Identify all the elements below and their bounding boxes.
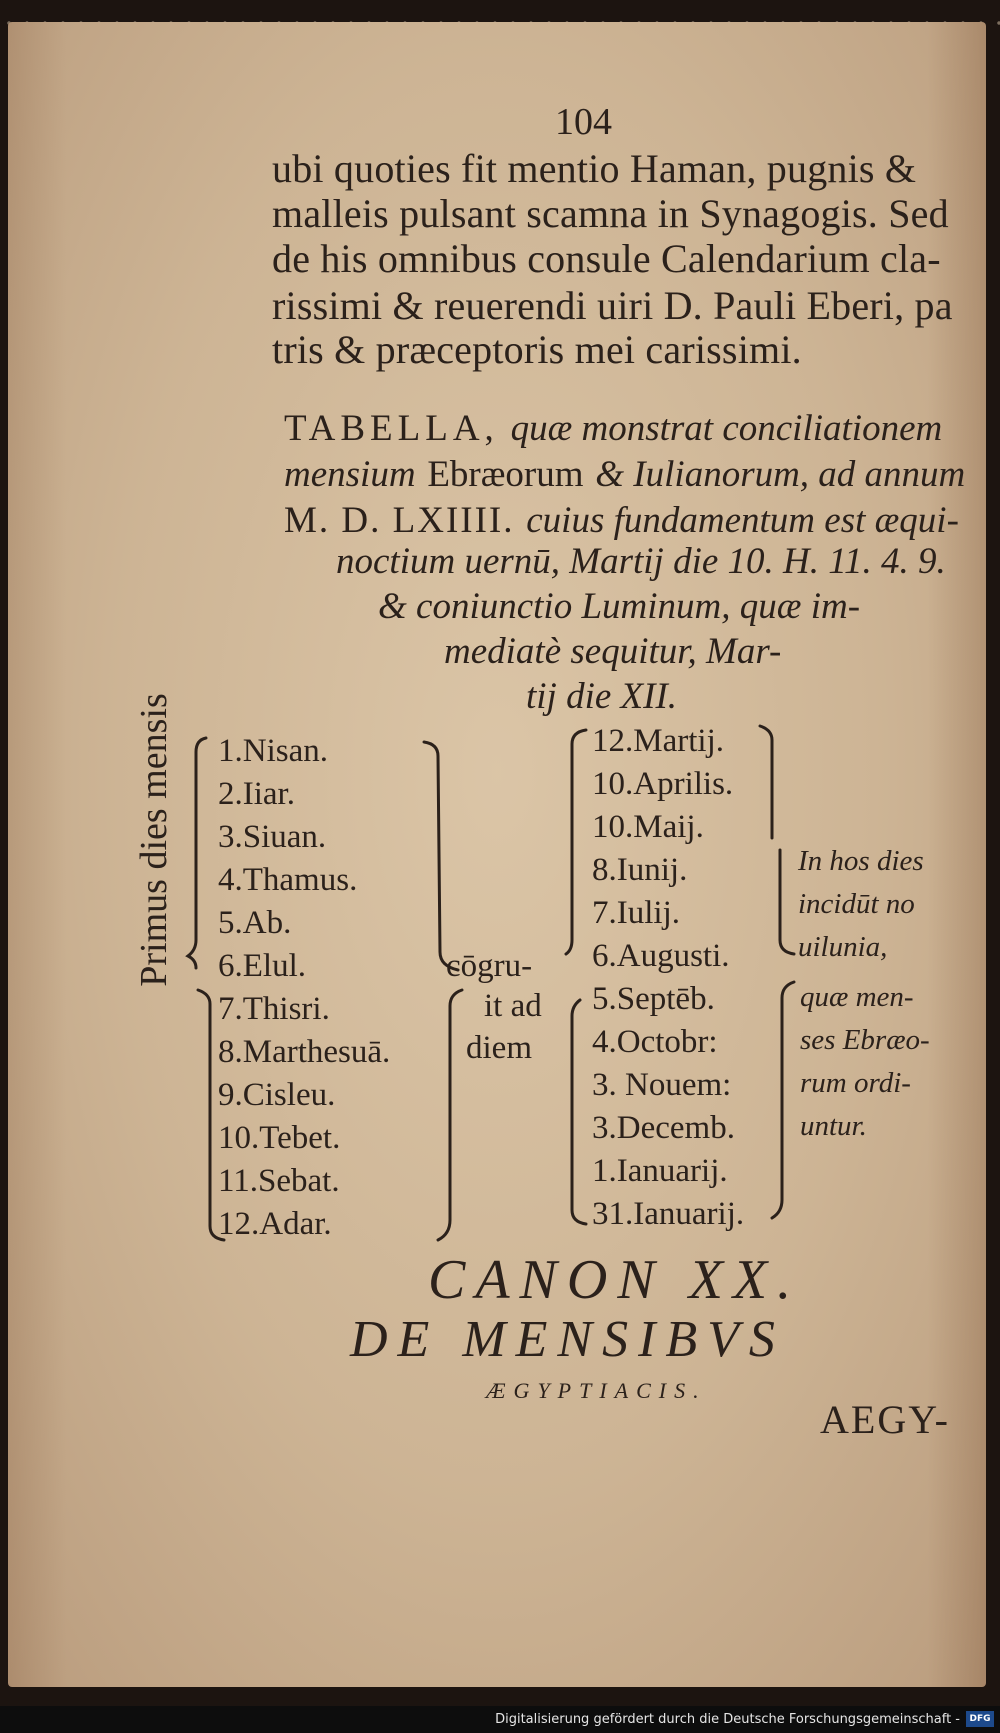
brace-congruit	[438, 990, 462, 1240]
body-line-4: rissimi & reuerendi uiri D. Pauli Eberi, pa	[272, 283, 953, 328]
note-line: incidūt no	[798, 888, 915, 920]
list-item: 7.Thisri.	[218, 991, 330, 1027]
footer-bar	[0, 1706, 1000, 1733]
brace-left-upper	[188, 738, 206, 968]
list-item: 6.Elul.	[218, 948, 306, 984]
body-line-5: tris & præceptoris mei carissimi.	[272, 327, 802, 372]
note-line: quæ men-	[800, 981, 914, 1013]
list-item: 10.Aprilis.	[592, 766, 734, 802]
canon-subtitle-2: ÆGYPTIACIS.	[486, 1378, 707, 1403]
list-item: 2.Iiar.	[218, 776, 295, 812]
side-label-primus-dies: Primus dies mensis	[133, 693, 175, 987]
list-item: 31.Ianuarij.	[592, 1196, 745, 1232]
table-heading-line-2: mensium Ebræorum & Iulianorum, ad annum	[284, 454, 966, 495]
list-item: 5.Ab.	[218, 905, 292, 941]
note-line: rum ordi-	[800, 1067, 911, 1099]
brace-note-upper	[780, 850, 794, 954]
list-item: 11.Sebat.	[218, 1163, 340, 1199]
table-heading-line-4: noctium uernū, Martij die 10. H. 11. 4. 9.	[336, 541, 946, 582]
brace-note-lower	[782, 982, 794, 1140]
list-item: 10.Tebet.	[218, 1120, 341, 1156]
canon-subtitle: DE MENSIBVS	[350, 1311, 785, 1368]
table-heading-line-3: M. D. LXIIII. cuius fundamentum est æqui-	[284, 500, 959, 541]
list-item: 12.Adar.	[218, 1206, 332, 1242]
page-number: 104	[555, 101, 612, 143]
body-line-2: malleis pulsant scamna in Synagogis. Sed	[272, 191, 949, 236]
list-item: 5.Septēb.	[592, 981, 715, 1017]
note-line: untur.	[800, 1110, 867, 1142]
list-item: 4.Octobr:	[592, 1024, 718, 1060]
table-heading-line-6: mediatè sequitur, Mar-	[444, 631, 782, 672]
table-heading-line-1: TABELLA, quæ monstrat conciliationem	[284, 408, 943, 449]
congruit-line-3: diem	[466, 1030, 532, 1066]
table-heading-line-5: & coniunctio Luminum, quæ im-	[378, 586, 861, 627]
note-line: uilunia,	[798, 931, 888, 963]
list-item: 1.Nisan.	[218, 733, 328, 769]
brace-julian-upper-left	[566, 730, 586, 954]
list-item: 3. Nouem:	[592, 1067, 732, 1103]
brace-middle-long	[424, 742, 458, 970]
body-line-3: de his omnibus consule Calendarium cla-	[272, 236, 941, 281]
dfg-logo: DFG	[966, 1711, 994, 1727]
list-item: 1.Ianuarij.	[592, 1153, 728, 1189]
list-item: 3.Decemb.	[592, 1110, 735, 1146]
brace-left-lower	[198, 990, 224, 1240]
catchword: AEGY-	[820, 1397, 950, 1442]
canon-title: CANON XX.	[428, 1249, 802, 1311]
brace-julian-upper-right	[760, 726, 772, 838]
list-item: 8.Iunij.	[592, 852, 688, 888]
table-heading-line-7: tij die XII.	[526, 676, 678, 717]
congruit-line-1: cōgru-	[446, 948, 533, 984]
note-line: In hos dies	[798, 845, 924, 877]
congruit-line-2: it ad	[484, 988, 542, 1024]
list-item: 3.Siuan.	[218, 819, 327, 855]
list-item: 6.Augusti.	[592, 938, 730, 974]
brace-julian-lower-left	[572, 1000, 586, 1224]
footer-text: Digitalisierung gefördert durch die Deutsche Forschungsgemeinschaft -	[495, 1712, 960, 1727]
list-item: 10.Maij.	[592, 809, 704, 845]
list-item: 12.Martij.	[592, 723, 724, 759]
list-item: 9.Cisleu.	[218, 1077, 336, 1113]
list-item: 4.Thamus.	[218, 862, 358, 898]
list-item: 8.Marthesuā.	[218, 1034, 391, 1070]
note-line: ses Ebræo-	[800, 1024, 930, 1056]
list-item: 7.Iulij.	[592, 895, 680, 931]
body-line-1: ubi quoties fit mentio Haman, pugnis &	[272, 146, 917, 191]
